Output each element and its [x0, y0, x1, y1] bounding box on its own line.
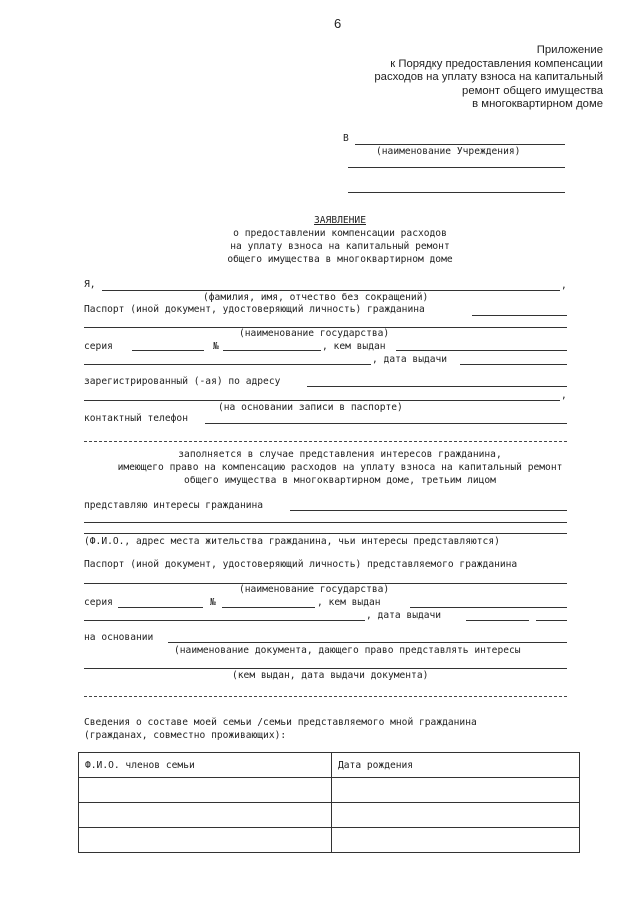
- address-field[interactable]: [307, 386, 567, 387]
- comma: ,: [561, 390, 567, 401]
- rep-state-caption: (наименование государства): [239, 584, 390, 595]
- addressee-line-2[interactable]: [348, 167, 565, 168]
- family-name-cell[interactable]: [79, 803, 332, 828]
- issue-date-label: , дата выдачи: [372, 354, 448, 365]
- rep-issue-date-label: , дата выдачи: [366, 610, 442, 621]
- number-label: №: [213, 341, 219, 352]
- basis-caption: (наименование документа, дающего право представлять интересы: [174, 645, 521, 656]
- passport-label: Паспорт (иной документ, удостоверяющий личность) гражданина: [84, 304, 425, 315]
- page-number: 6: [334, 16, 342, 31]
- appendix-line: ремонт общего имущества: [462, 84, 603, 97]
- family-name-cell[interactable]: [79, 828, 332, 853]
- table-row: [79, 803, 580, 828]
- series-label: серия: [84, 341, 113, 352]
- series-field[interactable]: [132, 350, 204, 351]
- rep-issued-by-field[interactable]: [410, 607, 567, 608]
- representative-note: имеющего право на компенсацию расходов на уплату взноса на капитальный ремонт: [117, 462, 563, 473]
- represent-label: представляю интересы гражданина: [84, 500, 264, 511]
- addressee-line-3[interactable]: [348, 192, 565, 193]
- family-table: [78, 752, 580, 853]
- registered-label: зарегистрированный (-ая) по адресу: [84, 376, 281, 387]
- family-birthdate-cell[interactable]: [332, 803, 580, 828]
- title-line: о предоставлении компенсации расходов: [233, 228, 447, 239]
- column-header-birthdate: Дата рождения: [332, 753, 580, 778]
- represent-field[interactable]: [290, 510, 567, 511]
- state-caption: (наименование государства): [239, 328, 390, 339]
- comma: ,: [561, 280, 567, 291]
- rep-series-field[interactable]: [118, 607, 203, 608]
- appendix-line: Приложение: [536, 44, 603, 56]
- phone-field[interactable]: [205, 423, 567, 424]
- table-row: [79, 778, 580, 803]
- passport-line[interactable]: [472, 315, 567, 316]
- rep-number-field[interactable]: [222, 607, 315, 608]
- representative-note: заполняется в случае представления интересов гражданина,: [178, 449, 502, 460]
- family-name-cell[interactable]: [79, 778, 332, 803]
- applicant-name-line[interactable]: [102, 290, 560, 291]
- column-header-name: Ф.И.О. членов семьи: [79, 753, 332, 778]
- number-field[interactable]: [223, 350, 321, 351]
- section-divider: [84, 441, 567, 442]
- address-field-2[interactable]: [84, 400, 560, 401]
- rep-issued-by-field-2[interactable]: [84, 620, 365, 621]
- issue-date-field[interactable]: [460, 364, 567, 365]
- addressee-caption: (наименование Учреждения): [376, 146, 521, 157]
- rep-passport-label: Паспорт (иной документ, удостоверяющий личность) представляемого гражданина: [84, 559, 518, 570]
- section-divider: [84, 696, 567, 697]
- registered-caption: (на основании записи в паспорте): [218, 402, 403, 413]
- fio-caption: (Ф.И.О., адрес места жительства гражданина, чьи интересы представляются): [84, 536, 500, 547]
- basis-label: на основании: [84, 632, 154, 643]
- basis-caption-2: (кем выдан, дата выдачи документа): [232, 670, 429, 681]
- document-title: ЗАЯВЛЕНИЕ: [314, 215, 366, 226]
- family-intro: (гражданах, совместно проживающих):: [84, 730, 287, 741]
- addressee-prefix: В: [343, 133, 349, 144]
- issued-by-label: , кем выдан: [322, 341, 386, 352]
- represent-field-3[interactable]: [84, 533, 567, 534]
- rep-issued-by-label: , кем выдан: [317, 597, 381, 608]
- title-line: на уплату взноса на капитальный ремонт: [230, 241, 450, 252]
- representative-note: общего имущества в многоквартирном доме, третьим лицом: [184, 475, 496, 486]
- family-birthdate-cell[interactable]: [332, 778, 580, 803]
- rep-series-label: серия: [84, 597, 113, 608]
- appendix-line: в многоквартирном доме: [472, 98, 603, 111]
- issued-by-field[interactable]: [396, 350, 567, 351]
- rep-issue-date-field-2[interactable]: [536, 620, 567, 621]
- issued-by-field-2[interactable]: [84, 364, 371, 365]
- name-caption: (фамилия, имя, отчество без сокращений): [203, 292, 429, 303]
- appendix-line: к Порядку предоставления компенсации: [390, 57, 603, 70]
- represent-field-2[interactable]: [84, 522, 567, 523]
- title-line: общего имущества в многоквартирном доме: [227, 254, 453, 265]
- phone-label: контактный телефон: [84, 413, 188, 424]
- table-row: [79, 828, 580, 853]
- basis-field[interactable]: [168, 642, 567, 643]
- rep-number-label: №: [210, 597, 216, 608]
- rep-issue-date-field[interactable]: [466, 620, 529, 621]
- family-birthdate-cell[interactable]: [332, 828, 580, 853]
- addressee-line[interactable]: [355, 144, 565, 145]
- appendix-line: расходов на уплату взноса на капитальный: [374, 71, 603, 84]
- basis-field-2[interactable]: [84, 668, 567, 669]
- appendix-block: [273, 44, 603, 112]
- family-intro: Сведения о составе моей семьи /семьи представляемого мной гражданина: [84, 717, 477, 728]
- i-label: Я,: [84, 279, 96, 290]
- table-header-row: [79, 753, 580, 778]
